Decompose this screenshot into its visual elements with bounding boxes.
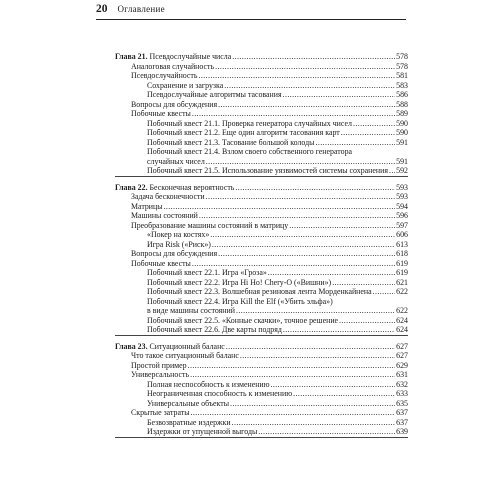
toc-entry-label: Игра Risk («Риск») bbox=[147, 239, 211, 249]
dot-leader bbox=[218, 249, 395, 259]
dot-leader bbox=[353, 119, 395, 129]
toc-entry-label-continued: в виде машины состояний bbox=[147, 306, 235, 315]
toc-page-number: 639 bbox=[396, 427, 408, 436]
dot-leader bbox=[332, 278, 395, 288]
toc-entry-label: Машины состояний bbox=[131, 211, 198, 220]
dot-leader bbox=[199, 211, 395, 221]
toc-entry-label: Побочные квесты bbox=[131, 109, 191, 118]
toc-entry-label: Что такое ситуационный баланс bbox=[131, 351, 239, 360]
toc-entry[interactable] bbox=[115, 389, 408, 399]
chapter-title: Псевдослучайные числа bbox=[149, 52, 232, 61]
toc-entry[interactable] bbox=[115, 128, 408, 138]
toc-page-number: 624 bbox=[396, 325, 408, 334]
toc-page-number: 622 bbox=[396, 287, 408, 296]
toc-entry-label: Универсальность bbox=[131, 370, 190, 379]
toc-entry[interactable] bbox=[115, 202, 408, 212]
toc-entry[interactable] bbox=[115, 71, 408, 81]
toc-page-number: 613 bbox=[396, 239, 408, 249]
dot-leader bbox=[289, 221, 395, 231]
toc-entry[interactable] bbox=[115, 211, 408, 221]
toc-entry[interactable] bbox=[115, 418, 408, 428]
dot-leader bbox=[230, 399, 395, 409]
toc-entry-label: Полная неспособность к изменению bbox=[147, 379, 270, 389]
toc-page-number: 583 bbox=[396, 80, 408, 90]
dot-leader bbox=[192, 109, 395, 119]
toc-page-number: 578 bbox=[396, 52, 408, 61]
toc-chapter-block bbox=[115, 183, 408, 336]
toc-entry-label: Матрицы bbox=[131, 201, 163, 211]
toc-entry-label: Побочный квест 21.4. Взлом своего собственного генератора bbox=[147, 147, 353, 156]
toc-entry[interactable] bbox=[115, 138, 408, 148]
toc-page-number: 597 bbox=[396, 220, 408, 230]
running-title: Оглавление bbox=[117, 4, 165, 14]
dot-leader bbox=[215, 62, 395, 72]
toc-entry[interactable] bbox=[115, 351, 408, 361]
toc-page-number: 632 bbox=[396, 379, 408, 389]
toc-entry[interactable] bbox=[115, 325, 408, 335]
toc-entry[interactable] bbox=[115, 316, 408, 326]
toc-page-number: 627 bbox=[396, 351, 408, 360]
toc-page-number: 619 bbox=[396, 258, 408, 268]
page-number: 20 bbox=[96, 3, 108, 15]
toc-entry-label: Побочный квест 22.2. Игра Hi Ho! Chery-O («Вишни») bbox=[147, 277, 332, 287]
toc-page-number: 593 bbox=[396, 182, 408, 192]
toc-entry-label: Побочный квест 21.2. Еще один алгоритм тасования карт bbox=[147, 128, 340, 137]
toc-entry-label: Побочный квест 21.1. Проверка генератора случайных чисел bbox=[147, 118, 352, 128]
dot-leader bbox=[206, 192, 396, 202]
toc-entry-label: Универсальные объекты bbox=[147, 398, 229, 408]
toc-entry[interactable] bbox=[115, 166, 408, 176]
toc-entry[interactable] bbox=[115, 370, 408, 380]
dot-leader bbox=[315, 138, 395, 148]
dot-leader bbox=[258, 427, 395, 437]
toc-page-number: 629 bbox=[396, 360, 408, 370]
toc-page-number: 593 bbox=[396, 192, 408, 201]
toc-page-number: 621 bbox=[396, 277, 408, 287]
dot-leader bbox=[373, 287, 396, 297]
toc-page-number: 637 bbox=[396, 417, 408, 427]
toc-page-number: 588 bbox=[396, 99, 408, 109]
dot-leader bbox=[232, 52, 395, 62]
toc-page-number: 589 bbox=[396, 109, 408, 118]
page-header bbox=[96, 3, 406, 20]
toc-entry[interactable] bbox=[115, 221, 408, 231]
toc-entry-label: Скрытые затраты bbox=[131, 408, 190, 417]
dot-leader bbox=[271, 380, 396, 390]
toc-entry-label: Побочный квест 22.4. Игра Kill the Elf («Убить эльфа») bbox=[147, 296, 333, 306]
toc-page-number: 633 bbox=[396, 389, 408, 398]
toc-page-number: 578 bbox=[396, 61, 408, 71]
toc-chapter-block bbox=[115, 342, 408, 438]
dot-leader bbox=[212, 240, 395, 250]
toc-entry-label: Неограниченная способность к изменению bbox=[147, 389, 293, 398]
dot-leader bbox=[224, 81, 395, 91]
toc-page-number: 581 bbox=[396, 71, 408, 80]
dot-leader bbox=[268, 268, 395, 278]
dot-leader bbox=[232, 418, 396, 428]
toc-page-number: 622 bbox=[396, 306, 408, 315]
dot-leader bbox=[236, 306, 395, 316]
toc-entry[interactable] bbox=[115, 249, 408, 259]
toc-page-number: 631 bbox=[396, 370, 408, 379]
toc-entry-label: Вопросы для обсуждения bbox=[131, 249, 218, 258]
dot-leader bbox=[283, 325, 395, 335]
toc-entry[interactable] bbox=[115, 259, 408, 269]
chapter-number: Глава 23. bbox=[115, 341, 148, 351]
toc-page-number: 596 bbox=[396, 211, 408, 220]
toc-entry[interactable] bbox=[115, 192, 408, 202]
toc-page-number: 591 bbox=[396, 137, 408, 147]
toc-entry[interactable] bbox=[115, 230, 408, 240]
dot-leader bbox=[341, 128, 395, 138]
dot-leader bbox=[389, 166, 395, 176]
dot-leader bbox=[339, 316, 395, 326]
toc-entry-label: Сохранение и загрузка bbox=[147, 80, 224, 90]
toc-entry-label: Побочный квест 22.1. Игра «Гроза» bbox=[147, 268, 267, 277]
chapter-title: Бесконечная вероятность bbox=[149, 182, 235, 192]
dot-leader bbox=[283, 90, 396, 100]
toc-entry[interactable] bbox=[115, 380, 408, 390]
toc-entry[interactable] bbox=[115, 100, 408, 110]
toc-page-number: 586 bbox=[396, 90, 408, 99]
toc-entry-label: Побочные квесты bbox=[131, 258, 191, 268]
toc-entry[interactable] bbox=[115, 399, 408, 409]
toc-page-number: 590 bbox=[396, 128, 408, 137]
toc-entry-label: Побочный квест 22.6. Две карты подряд bbox=[147, 325, 282, 334]
toc-page-number: 624 bbox=[396, 315, 408, 325]
toc-entry-label: Побочный квест 21.3. Тасование большой колоды bbox=[147, 137, 315, 147]
toc-chapter-entry[interactable] bbox=[115, 183, 408, 193]
toc-entry[interactable] bbox=[115, 268, 408, 278]
toc-page-number: 635 bbox=[396, 398, 408, 408]
dot-leader bbox=[190, 370, 395, 380]
toc-entry-label: «Покер на костях» bbox=[147, 230, 210, 239]
toc-entry-label: Побочный квест 22.5. «Конные скачки», точное решение bbox=[147, 315, 339, 325]
toc-entry-label: Преобразование машины состояний в матрицу bbox=[131, 220, 289, 230]
toc-entry-label: Задача бесконечности bbox=[131, 192, 205, 201]
dot-leader bbox=[191, 408, 396, 418]
dot-leader bbox=[293, 389, 395, 399]
toc-entry-label: Безвозвратные издержки bbox=[147, 417, 231, 427]
chapter-number: Глава 21. bbox=[115, 52, 148, 61]
toc-entry-label: Побочный квест 21.5. Использование уязвимостей системы сохранения bbox=[147, 166, 388, 175]
toc-page-number: 619 bbox=[396, 268, 408, 277]
dot-leader bbox=[198, 71, 395, 81]
chapter-number: Глава 22. bbox=[115, 182, 148, 192]
toc-entry[interactable] bbox=[115, 147, 408, 166]
toc-entry-label: Простой пример bbox=[131, 360, 187, 370]
dot-leader bbox=[235, 183, 395, 193]
toc-entry[interactable] bbox=[115, 297, 408, 316]
dot-leader bbox=[240, 351, 395, 361]
toc-entry[interactable] bbox=[115, 287, 408, 297]
toc-page-number: 594 bbox=[396, 201, 408, 211]
toc-entry-label: Издержки от упущенной выгоды bbox=[147, 427, 258, 436]
toc-chapter-entry[interactable] bbox=[115, 52, 408, 62]
table-of-contents bbox=[115, 52, 408, 438]
dot-leader bbox=[192, 259, 395, 269]
toc-page-number: 591 bbox=[396, 156, 408, 166]
dot-leader bbox=[218, 100, 395, 110]
toc-entry[interactable] bbox=[115, 81, 408, 91]
dot-leader bbox=[226, 342, 395, 352]
toc-entry-label-continued: случайных чисел bbox=[147, 156, 205, 166]
toc-entry[interactable] bbox=[115, 278, 408, 288]
toc-page-number: 606 bbox=[396, 230, 408, 239]
dot-leader bbox=[210, 230, 395, 240]
dot-leader bbox=[206, 157, 395, 167]
toc-page-number: 592 bbox=[396, 166, 408, 175]
toc-entry[interactable] bbox=[115, 240, 408, 250]
toc-page-number: 618 bbox=[396, 249, 408, 258]
toc-entry[interactable] bbox=[115, 119, 408, 129]
toc-page-number: 590 bbox=[396, 118, 408, 128]
toc-chapter-entry[interactable] bbox=[115, 342, 408, 352]
toc-page-number: 627 bbox=[396, 341, 408, 351]
toc-entry-label: Аналоговая случайность bbox=[131, 61, 215, 71]
toc-page-number: 637 bbox=[396, 408, 408, 417]
chapter-title: Ситуационный баланс bbox=[149, 341, 225, 351]
toc-entry-label: Побочный квест 22.3. Волшебная резиновая лента Морденкайнена bbox=[147, 287, 372, 296]
toc-entry-label: Псевдослучайные алгоритмы тасования bbox=[147, 90, 282, 99]
toc-entry-label: Псевдослучайность bbox=[131, 71, 198, 80]
toc-entry[interactable] bbox=[115, 408, 408, 418]
toc-entry[interactable] bbox=[115, 427, 408, 437]
toc-entry[interactable] bbox=[115, 90, 408, 100]
dot-leader bbox=[188, 361, 396, 371]
toc-entry-label: Вопросы для обсуждения bbox=[131, 99, 218, 109]
toc-chapter-block bbox=[115, 52, 408, 177]
toc-entry[interactable] bbox=[115, 62, 408, 72]
toc-entry[interactable] bbox=[115, 109, 408, 119]
toc-entry[interactable] bbox=[115, 361, 408, 371]
dot-leader bbox=[164, 202, 396, 212]
